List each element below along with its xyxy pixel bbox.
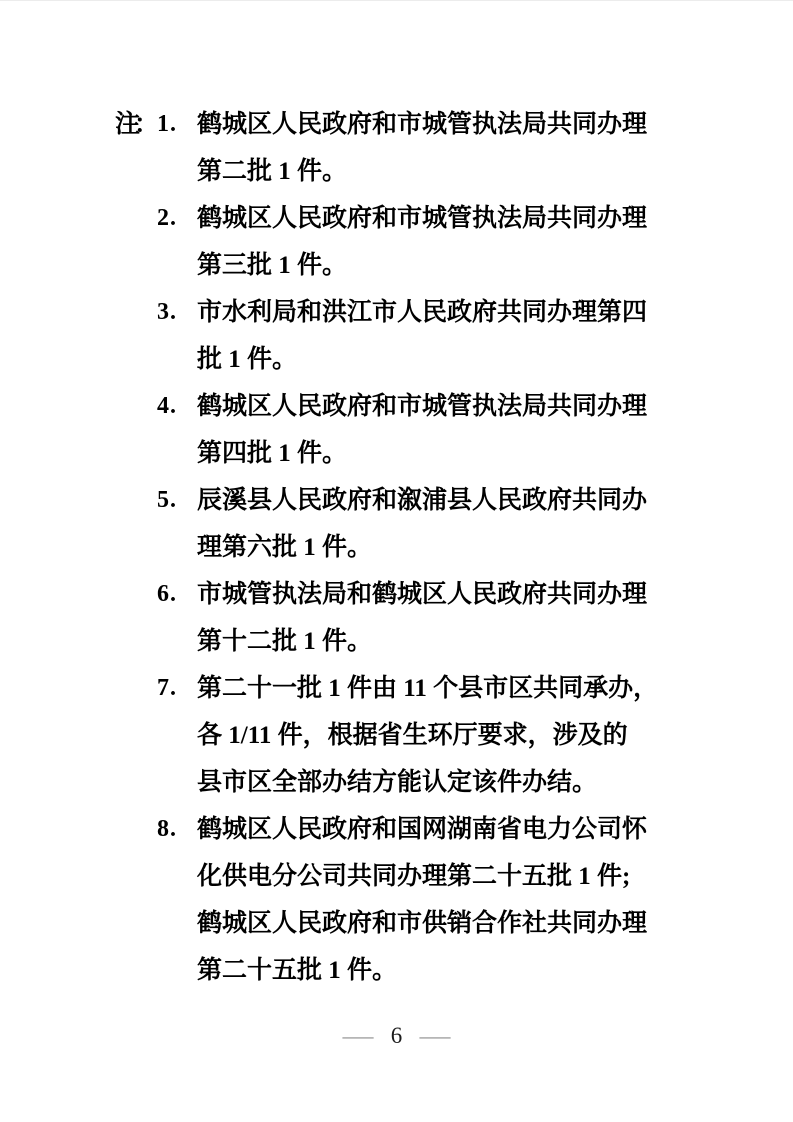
note-item: [115, 289, 685, 383]
note-text: 鹤城区人民政府和市城管执法局共同办理: [197, 111, 648, 138]
note-text: 第二批 1 件。: [197, 158, 348, 185]
note-line: [115, 336, 685, 383]
note-line: [115, 195, 685, 242]
note-number: 4.: [157, 393, 177, 419]
note-line: [115, 242, 685, 289]
note-line: [115, 430, 685, 477]
note-line: [115, 665, 685, 712]
note-line: [115, 618, 685, 665]
note-line: [115, 477, 685, 524]
note-text: 鹤城区人民政府和市城管执法局共同办理: [197, 205, 648, 232]
note-item: [115, 571, 685, 665]
note-text: 鹤城区人民政府和市供销合作社共同办理: [197, 910, 648, 937]
footer-dash-left: —: [342, 1023, 374, 1048]
note-text: 县市区全部办结方能认定该件办结。: [197, 769, 598, 796]
note-number: 2.: [157, 205, 177, 231]
note-line: [115, 853, 685, 900]
note-line: [115, 806, 685, 853]
note-item: [115, 477, 685, 571]
note-line: [115, 947, 685, 994]
note-text: 辰溪县人民政府和溆浦县人民政府共同办: [197, 487, 648, 514]
note-text: 第四批 1 件。: [197, 440, 348, 467]
note-item: [115, 383, 685, 477]
note-item: [115, 665, 685, 806]
note-line: [115, 759, 685, 806]
note-text: 化供电分公司共同办理第二十五批 1 件;: [197, 863, 631, 890]
note-text: 第二十五批 1 件。: [197, 957, 398, 984]
note-text: 理第六批 1 件。: [197, 534, 373, 561]
note-text: 各 1/11 件，根据省生环厅要求，涉及的: [197, 722, 628, 749]
note-text: 市城管执法局和鹤城区人民政府共同办理: [197, 581, 648, 608]
note-line: [115, 900, 685, 947]
note-number: 7.: [157, 675, 177, 701]
notes-section: [115, 101, 685, 994]
note-item: [115, 101, 685, 195]
note-item: [115, 195, 685, 289]
note-text: 批 1 件。: [197, 346, 298, 373]
note-number: 3.: [157, 299, 177, 325]
note-line: [115, 712, 685, 759]
note-text: 第二十一批 1 件由 11 个县市区共同承办，: [197, 675, 659, 702]
note-line: [115, 383, 685, 430]
note-text: 鹤城区人民政府和市城管执法局共同办理: [197, 393, 648, 420]
note-item: [115, 806, 685, 994]
note-text: 第十二批 1 件。: [197, 628, 373, 655]
note-line: [115, 571, 685, 618]
note-text: 第三批 1 件。: [197, 252, 348, 279]
note-line: [115, 289, 685, 336]
note-number: 8.: [157, 816, 177, 842]
page-footer: [0, 1016, 793, 1056]
note-number: 5.: [157, 487, 177, 513]
note-line: [115, 148, 685, 195]
note-text: 鹤城区人民政府和国网湖南省电力公司怀: [197, 816, 648, 843]
note-number: 6.: [157, 581, 177, 607]
note-line: [115, 101, 685, 148]
note-line: [115, 524, 685, 571]
note-text: 市水利局和洪江市人民政府共同办理第四: [197, 299, 648, 326]
note-number: 1.: [157, 111, 177, 137]
footer-dash-right: —: [419, 1023, 451, 1048]
notes-label: 注：: [115, 111, 154, 138]
footer-page-number: 6: [390, 1023, 403, 1048]
